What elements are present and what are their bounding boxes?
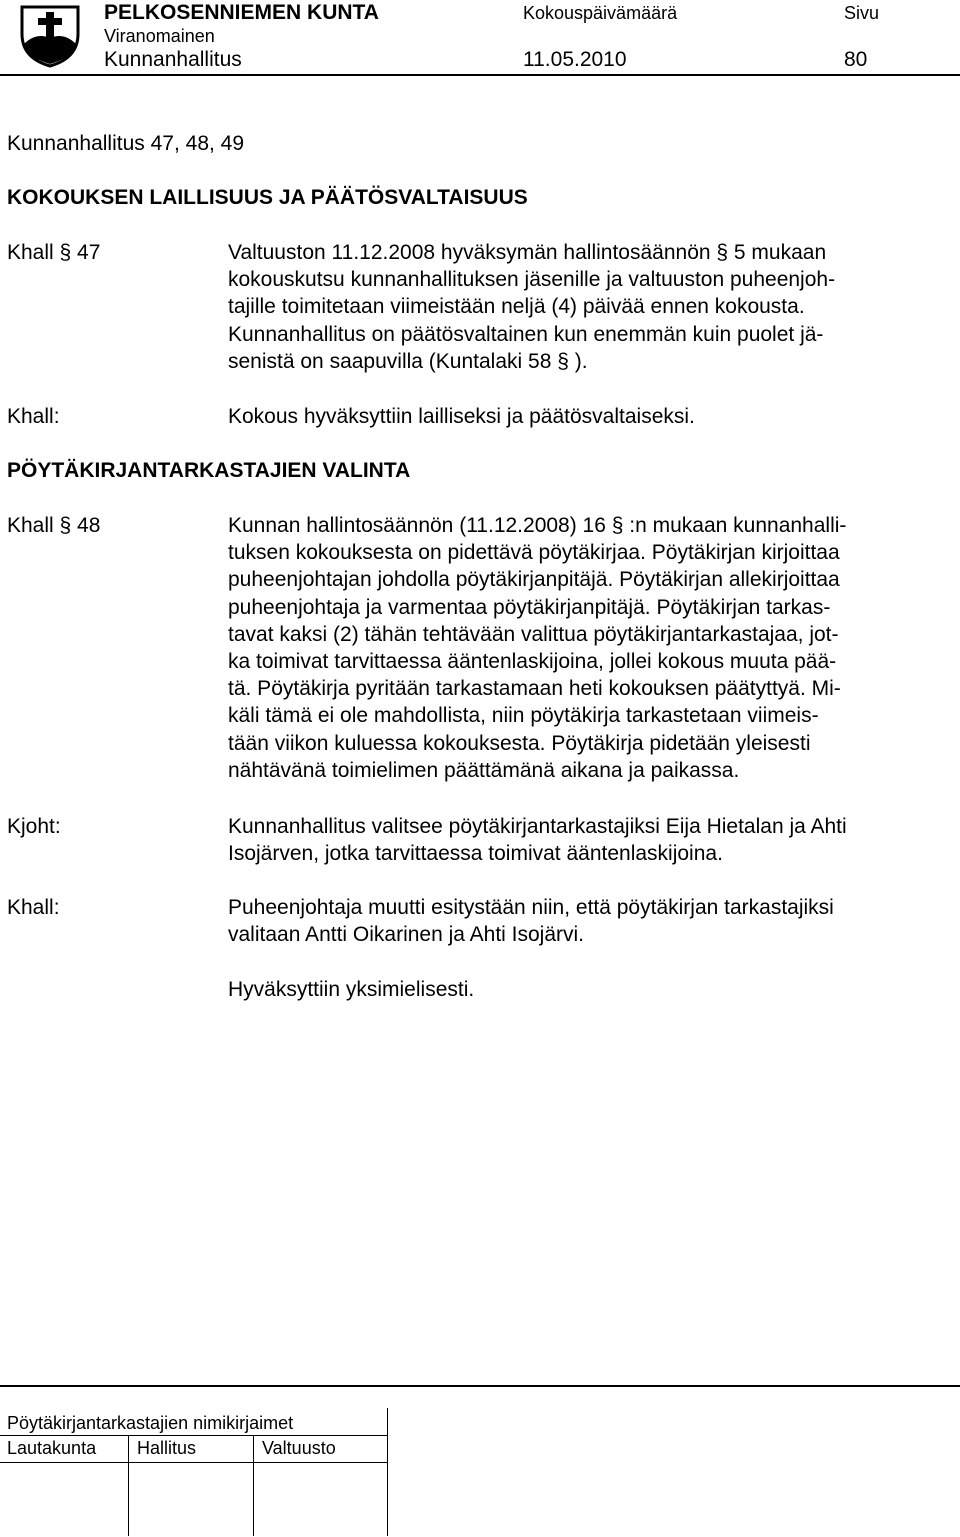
footer-col-valtuusto: Valtuusto	[262, 1438, 336, 1458]
date-label: Kokouspäivämäärä	[523, 3, 678, 23]
body-line: käli tämä ei ole mahdollista, niin pöytäkirja tarkastetaan viimeis-	[228, 704, 819, 728]
proposal-label-48: Kjoht:	[7, 815, 61, 838]
body-line: kokouskutsu kunnanhallituksen jäsenille ja valtuuston puheenjoh-	[228, 268, 836, 292]
footer-col-hallitus: Hallitus	[137, 1438, 197, 1458]
header-rule	[0, 74, 960, 76]
body-line: nähtävänä toimielimen päättämänä aikana ja paikassa.	[228, 758, 740, 782]
approval-text-48: Hyväksyttiin yksimielisesti.	[228, 978, 475, 1001]
board-name: Kunnanhallitus	[104, 48, 242, 71]
section-label-47: Khall § 47	[7, 241, 101, 264]
body-line: Valtuuston 11.12.2008 hyväksymän hallintosäännön § 5 mukaan	[228, 241, 827, 264]
section-body-48	[228, 512, 846, 784]
body-line: ka toimivat tarvittaessa ääntenlaskijoina, jollei kokous muuta pää-	[228, 650, 837, 674]
municipal-crest	[18, 4, 82, 68]
footer-title-rule	[0, 1435, 388, 1436]
body-line: Kunnanhallitus on päätösvaltainen kun enemmän kuin puolet jä-	[228, 322, 824, 346]
section-title-48: PÖYTÄKIRJANTARKASTAJIEN VALINTA	[7, 459, 411, 482]
footer-rule	[0, 1385, 960, 1387]
page-label: Sivu	[844, 3, 880, 23]
decision-label-47: Khall:	[7, 405, 60, 428]
municipality-name: PELKOSENNIEMEN KUNTA	[104, 1, 379, 24]
crest-icon	[18, 4, 82, 68]
footer-divider	[253, 1436, 254, 1536]
body-line: puheenjohtaja ja varmentaa pöytäkirjanpitäjä. Pöytäkirjan tarkas-	[228, 595, 831, 619]
body-line: Puheenjohtaja muutti esitystään niin, että pöytäkirjan tarkastajiksi	[228, 896, 834, 919]
meeting-date: 11.05.2010	[523, 48, 627, 71]
decision-text-48	[228, 894, 834, 948]
body-line: senistä on saapuvilla (Kuntalaki 58 § ).	[228, 349, 588, 373]
body-line: puheenjohtajan johdolla pöytäkirjanpitäjä. Pöytäkirjan allekirjoittaa	[228, 568, 840, 592]
decision-label-48: Khall:	[7, 896, 60, 919]
section-label-48: Khall § 48	[7, 514, 101, 537]
body-line: tavat kaksi (2) tähän tehtävään valittua pöytäkirjantarkastajaa, jot-	[228, 622, 839, 646]
footer-col-lautakunta: Lautakunta	[7, 1438, 97, 1458]
body-line: Isojärven, jotka tarvittaessa toimivat ääntenlaskijoina.	[228, 842, 723, 866]
body-line: valitaan Antti Oikarinen ja Ahti Isojärvi.	[228, 923, 585, 947]
page-number: 80	[844, 48, 868, 71]
footer-divider	[387, 1408, 388, 1536]
section-title-47: KOKOUKSEN LAILLISUUS JA PÄÄTÖSVALTAISUUS	[7, 186, 528, 209]
decision-text-47: Kokous hyväksyttiin lailliseksi ja päätösvaltaiseksi.	[228, 405, 695, 428]
body-line: tuksen kokouksesta on pidettävä pöytäkirjaa. Pöytäkirjan kirjoittaa	[228, 541, 840, 565]
body-line: tään viikon kuluessa kokouksesta. Pöytäkirja pidetään yleisesti	[228, 731, 811, 755]
footer-header-rule	[0, 1462, 388, 1463]
section-body-47	[228, 239, 835, 375]
body-line: tä. Pöytäkirja pyritään tarkastamaan heti kokouksen päätyttyä. Mi-	[228, 677, 841, 701]
body-line: Kunnanhallitus valitsee pöytäkirjantarkastajiksi Eija Hietalan ja Ahti	[228, 815, 847, 838]
body-line: Kunnan hallintosäännön (11.12.2008) 16 § :n mukaan kunnanhalli-	[228, 514, 847, 537]
body-line: tajille toimitetaan viimeistään neljä (4) päivää ennen kokousta.	[228, 295, 805, 319]
authority-label: Viranomainen	[104, 26, 215, 46]
proposal-text-48	[228, 813, 847, 867]
sections-reference: Kunnanhallitus 47, 48, 49	[7, 132, 245, 155]
footer-divider	[128, 1436, 129, 1536]
footer-title: Pöytäkirjantarkastajien nimikirjaimet	[7, 1413, 294, 1433]
